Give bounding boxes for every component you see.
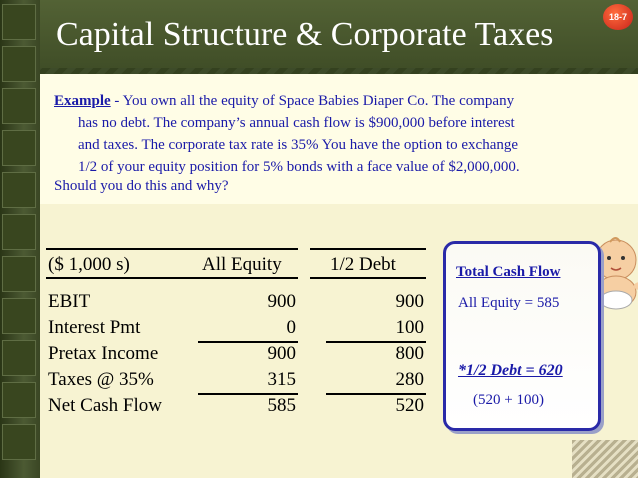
row-interest-equity: 0 <box>286 317 296 338</box>
row-ebit-equity: 900 <box>267 291 296 312</box>
total-cash-flow-box <box>443 241 601 431</box>
box-title: Total Cash Flow <box>456 264 561 280</box>
row-net-cash-flow-debt: 520 <box>395 395 424 416</box>
column-header-units: ($ 1,000 s) <box>48 254 130 275</box>
row-pretax-equity: 900 <box>267 343 296 364</box>
slide-number-badge: 18-7 <box>603 4 633 30</box>
row-taxes-debt: 280 <box>395 369 424 390</box>
row-interest-debt: 100 <box>395 317 424 338</box>
header-rule-right <box>310 248 426 250</box>
example-line-1 <box>54 90 614 112</box>
row-label-net-cash-flow: Net Cash Flow <box>48 395 162 416</box>
row-ebit-debt: 900 <box>395 291 424 312</box>
header-rule-left <box>46 248 298 250</box>
row-label-taxes: Taxes @ 35% <box>48 369 154 390</box>
column-header-half-debt: 1/2 Debt <box>330 254 396 275</box>
example-text <box>54 90 614 178</box>
header-underline-left <box>46 277 298 279</box>
example-line-1-text: - You own all the equity of Space Babies Diaper Co. The company <box>110 93 515 109</box>
row-taxes-equity: 315 <box>267 369 296 390</box>
row-label-interest: Interest Pmt <box>48 317 141 338</box>
corner-decor <box>572 440 638 478</box>
left-decor-strip <box>0 0 40 478</box>
example-line-2: has no debt. The company’s annual cash flow is $900,000 before interest <box>78 115 515 131</box>
question-text: Should you do this and why? <box>54 178 229 194</box>
example-line-3: and taxes. The corporate tax rate is 35% You have the option to exchange <box>78 137 519 153</box>
column-header-all-equity: All Equity <box>202 254 282 275</box>
slide-title: Capital Structure & Corporate Taxes <box>56 16 554 53</box>
row-pretax-debt: 800 <box>395 343 424 364</box>
example-lead: Example <box>54 93 111 109</box>
row-label-pretax: Pretax Income <box>48 343 159 364</box>
row-net-cash-flow-equity: 585 <box>267 395 296 416</box>
box-half-debt: *1/2 Debt = 620 <box>458 362 563 379</box>
example-line-4: 1/2 of your equity position for 5% bonds with a face value of $2,000,000. <box>78 159 520 175</box>
header-underline-right <box>310 277 426 279</box>
box-all-equity: All Equity = 585 <box>458 295 560 311</box>
row-label-ebit: EBIT <box>48 291 91 312</box>
box-breakdown: (520 + 100) <box>473 392 544 408</box>
